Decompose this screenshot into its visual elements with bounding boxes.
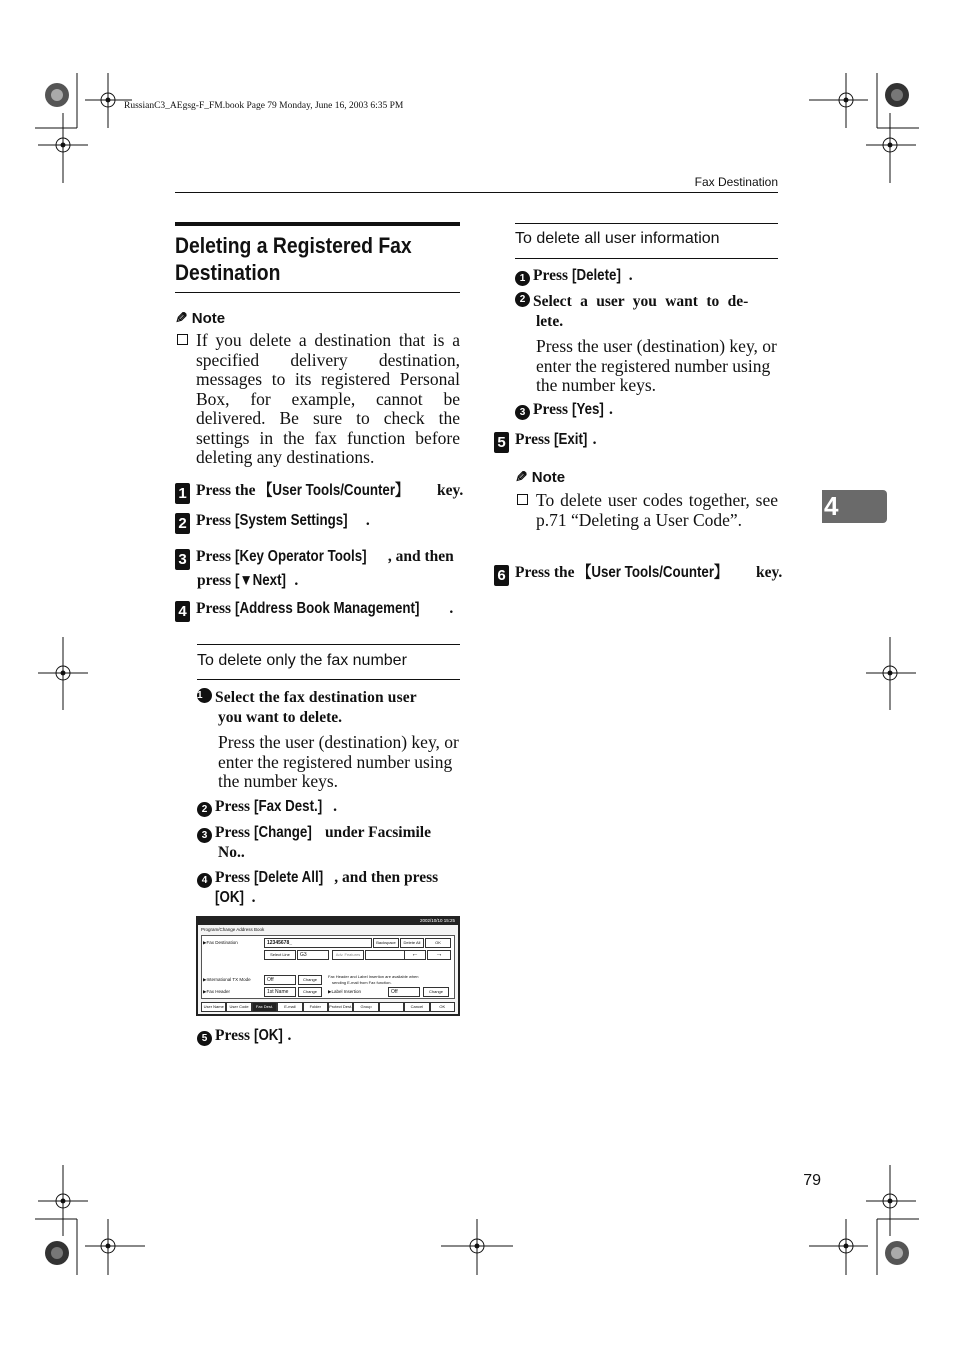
step-1-text: Press the [196,482,260,499]
chapter-tab: 4 [822,490,887,523]
delete-all-key: [Delete All] [253,869,324,886]
note-label: Note [191,310,226,327]
sub-step-e [197,1027,291,1046]
intl-tx-label: ▶International TX Mode [203,977,251,982]
step-4 [175,600,453,622]
title-line-1: Deleting a Registered Fax [175,233,412,258]
right-sub-step-a-text: Press [533,267,572,284]
note-text: If you delete a destination that is a specified delivery destination, messages to its registered Personal Box, for example, cannot be delivered. Be sure to check the settings in the fax function before deleting any destinations. [196,330,460,467]
header-rule [175,192,778,193]
sub-step-a [197,688,460,728]
page-number: 79 [803,1172,821,1189]
user-tools-key: 【User Tools/Counter】 [259,482,409,499]
right-sub-step-b [515,292,778,332]
circle-number-2: 2 [197,802,212,817]
right-circle-number-3: 3 [515,405,530,420]
right-note-label: Note [531,469,566,486]
label-insertion-value: Off [388,987,420,997]
screen-tab[interactable]: OK [430,1002,455,1012]
screen-tab-bar [201,1002,455,1012]
sub-step-b-text: Press [215,798,254,815]
ok-button-top[interactable]: OK [425,938,451,948]
adv-features-button[interactable]: Adv. Features [332,950,364,960]
yes-key: [Yes] [571,401,604,418]
fax-number-field[interactable]: 12345678_ [264,938,372,948]
step-number-5: 5 [494,432,509,453]
sub-step-c [197,823,431,863]
key-operator-tools-key: [Key Operator Tools] [234,548,367,565]
sub-step-e-text: Press [215,1027,254,1044]
left-arrow-button[interactable]: ← [404,950,426,960]
right-sub-step-c-tail: . [608,401,613,418]
right-note-heading [515,468,565,486]
right-sub-step-c-text: Press [533,401,572,418]
control-panel-screenshot [196,916,460,1016]
circle-number-3: 3 [197,828,212,843]
select-line-button[interactable]: Select Line [264,950,296,960]
right-note-checkbox-icon [517,493,537,511]
sub-heading-rule-top [197,644,460,645]
step-6-tail: key. [752,564,783,581]
screen-tab[interactable]: Folder [303,1002,328,1012]
sub-heading-all-user: To delete all user information [515,230,720,247]
right-sub-heading-rule-bottom [515,258,778,259]
note-heading [175,309,225,327]
label-insertion-change-button[interactable]: Change [423,987,449,997]
step-3-text: Press [196,548,235,565]
sub-heading-fax-number: To delete only the fax number [197,652,407,669]
change-key: [Change] [253,824,312,841]
intl-tx-value: Off [264,975,296,985]
step-5-tail: . [592,431,597,448]
right-circle-number-1: 1 [515,271,530,286]
sub-step-d-text: Press [215,869,254,886]
fax-header-change-button[interactable]: Change [298,987,322,997]
sub-step-c-line2: No.. [218,844,245,861]
screen-tab[interactable]: User Name [201,1002,226,1012]
step-3-tail: , and then [387,548,454,565]
note-checkbox-icon [177,333,197,351]
step-2-tail: . [365,512,370,529]
step-number-3: 3 [175,549,190,570]
step-3-line2: press [197,572,236,589]
right-sub-heading-rule-top [515,223,778,224]
screen-title: Program/Change Address Book [201,927,265,932]
step-number-1: 1 [175,483,190,504]
screen-tab[interactable]: User Code [226,1002,251,1012]
sub-step-d-line2-tail: . [251,889,256,906]
step-2-text: Press [196,512,235,529]
circle-number-4: 4 [197,873,212,888]
ok-key: [OK] [215,889,244,906]
screen-note-1: Fax Header and Label Insertion are available when [328,974,419,979]
right-sub-step-a-tail: . [628,267,633,284]
sub-step-d [197,868,438,908]
right-sub-step-b-line2: lete. [536,313,564,330]
fax-header-value: 1st Name [264,987,296,997]
screen-tab[interactable]: Group [353,1002,378,1012]
screen-tab[interactable]: Cancel [404,1002,429,1012]
line-value: G3 [297,950,329,960]
step-number-2: 2 [175,513,190,534]
pencil-icon: ✎ [175,310,188,327]
step-1-tail: key. [433,482,464,499]
title-line-2: Destination [175,260,281,285]
right-sub-step-c [515,401,613,420]
running-title: Fax Destination [694,175,778,189]
sub-step-d-tail: , and then press [334,869,439,886]
screen-note-2: sending E-mail from Fax function. [332,980,392,985]
circle-number-1: 1 [197,688,212,703]
screen-date: 2002/10/10 15:25 [419,918,455,923]
right-sub-step-b-desc: Press the user (destination) key, or enter the registered number using the number keys. [536,336,777,395]
sub-heading-rule-bottom [197,679,460,680]
delete-key: [Delete] [571,267,621,284]
user-tools-key-final: 【User Tools/Counter】 [578,564,728,581]
section-title [175,232,412,286]
screen-tab[interactable]: Fax Dest. [252,1002,277,1012]
step-6-text: Press the [515,564,579,581]
backspace-button[interactable]: Backspace [373,938,399,948]
step-4-text: Press [196,600,235,617]
step-4-tail: . [449,600,454,617]
delete-all-button[interactable]: Delete All [400,938,424,948]
right-note-text: To delete user codes together, see p.71 “Deleting a User Code”. [536,490,778,530]
screen-tab[interactable]: E-mail [277,1002,302,1012]
system-settings-key: [System Settings] [234,512,348,529]
intl-change-button[interactable]: Change [298,975,322,985]
screen-tab[interactable] [379,1002,404,1012]
sub-step-b-tail: . [333,798,338,815]
right-circle-number-2: 2 [515,292,530,307]
exit-key: [Exit] [553,431,588,448]
sub-step-e-tail: . [287,1027,292,1044]
step-5-text: Press [515,431,554,448]
fax-header-label: ▶Fax Header [203,989,230,994]
right-sub-step-b-line1: Select a user you want to de- [533,293,749,310]
sub-step-a-line1: Select the fax destination user [215,689,417,706]
label-insertion-label: ▶Label Insertion [328,989,361,994]
sub-step-a-line2: you want to delete. [218,709,342,726]
sub-step-c-text: Press [215,824,254,841]
title-top-rule [175,222,460,226]
screen-tab[interactable]: Protect Dest. [328,1002,353,1012]
sub-step-c-tail: under Facsimile [321,824,431,841]
step-6 [494,560,782,586]
step-3 [175,546,454,591]
step-2 [175,512,370,534]
sub-step-b [197,798,337,817]
title-bottom-rule [175,292,460,293]
step-5 [494,431,597,453]
address-book-key: [Address Book Management] [234,600,420,617]
right-pencil-icon: ✎ [515,469,528,486]
step-3-line2-tail: . [294,572,299,589]
step-number-4: 4 [175,601,190,622]
next-key: [▼Next] [235,572,287,589]
right-sub-step-a [515,267,633,286]
file-info: RussianC3_AEgsg-F_FM.book Page 79 Monday, June 16, 2003 6:35 PM [124,101,404,111]
circle-number-5: 5 [197,1031,212,1046]
right-arrow-button[interactable]: → [427,950,451,960]
blank-field [365,950,405,960]
step-1 [175,478,463,504]
ok-key-final: [OK] [253,1027,283,1044]
step-number-6: 6 [494,565,509,586]
fax-dest-label: ▶Fax Destination [203,940,238,945]
sub-step-a-desc: Press the user (destination) key, or enter the registered number using the number keys. [218,732,459,791]
fax-dest-key: [Fax Dest.] [253,798,323,815]
